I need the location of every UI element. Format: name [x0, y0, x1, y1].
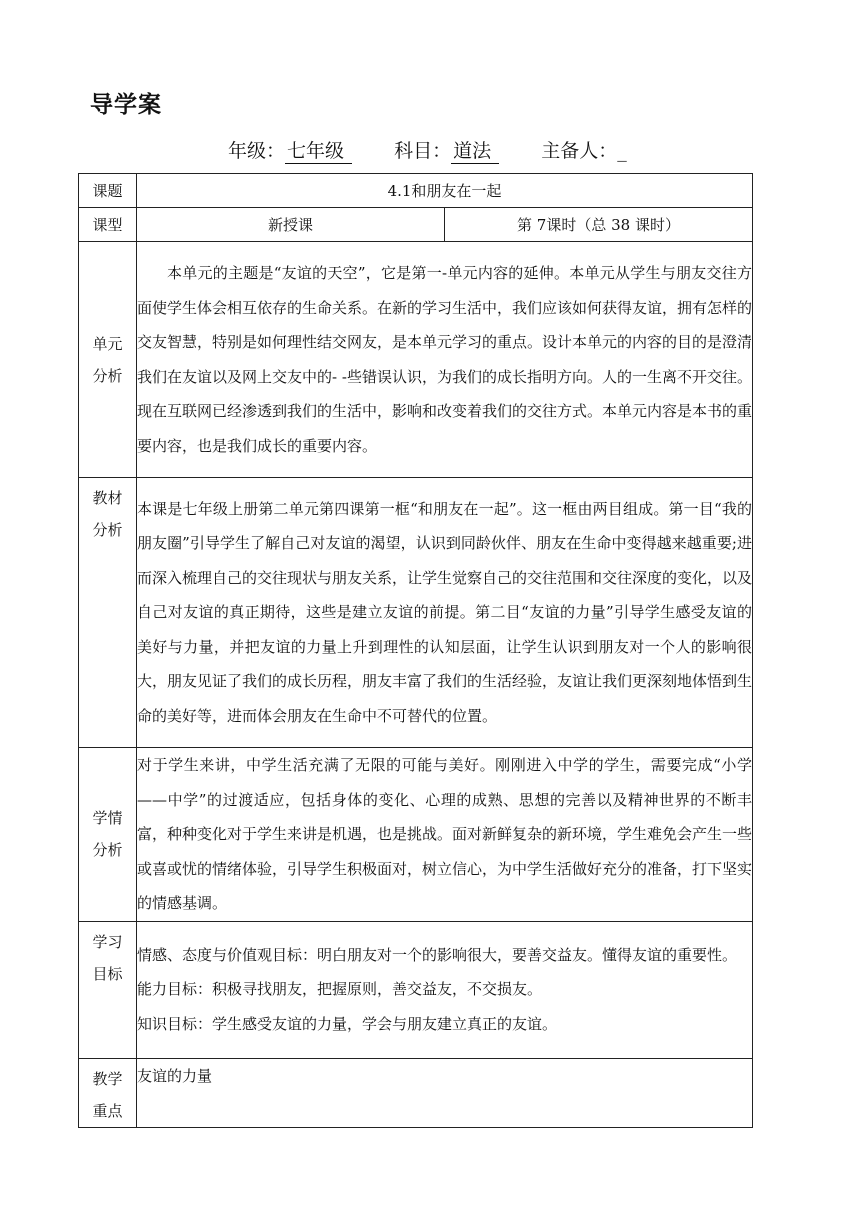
learner-analysis-label-text: 学情分析	[92, 809, 123, 860]
row-objectives	[79, 921, 753, 1058]
topic-value: 4.1和朋友在一起	[137, 174, 753, 208]
material-analysis-paragraph: 本课是七年级上册第二单元第四课第一框“和朋友在一起”。这一框由两目组成。第一目“我的朋友圈”引导学生了解自己对友谊的渴望，认识到同龄伙伴、朋友在生命中变得越来越重要;进而深入梳理自己的交往现状与朋友关系，让学生觉察自己的交往范围和交往深度的变化，以及自己对友谊的真正期待，这些是建立友谊的前提。第二目“友谊的力量”引导学生感受友谊的美好与力量，并把友谊的力量上升到理性的认知层面，让学生认识到朋友对一个人的影响很大，朋友见证了我们的成长历程，朋友丰富了我们的生活经验，友谊让我们更深刻地体悟到生命的美好等，进而体会朋友在生命中不可替代的位置。	[137, 499, 753, 725]
material-analysis-label-text: 教材分析	[92, 489, 123, 539]
row-topic	[79, 174, 753, 208]
objective-item: 能力目标：积极寻找朋友，把握原则，善交益友，不交损友。	[137, 980, 543, 999]
objective-item: 情感、态度与价值观目标：明白朋友对一个的影响很大，要善交益友。懂得友谊的重要性。	[137, 945, 738, 964]
period-value: 第 7课时（总 38 课时）	[445, 208, 753, 242]
type-label: 课型	[79, 208, 137, 242]
objectives-label	[79, 921, 137, 1058]
material-analysis-label	[79, 478, 137, 748]
preparer-value: _	[617, 140, 627, 162]
unit-analysis-label-text: 单元分析	[92, 334, 123, 385]
objective-item: 知识目标：学生感受友谊的力量，学会与朋友建立真正的友谊。	[137, 1014, 558, 1033]
unit-analysis-text	[137, 242, 753, 478]
row-material-analysis	[79, 478, 753, 748]
unit-analysis-paragraph: 本单元的主题是“友谊的天空”，它是第一-单元内容的延伸。本单元从学生与朋友交往方面使学生体会相互依存的生命关系。在新的学习生活中，我们应该如何获得友谊，拥有怎样的交友智慧，特别是如何理性结交网友，是本单元学习的重点。设计本单元的内容的目的是澄清我们在友谊以及网上交友中的- -些错误认识，为我们的成长指明方向。人的一生离不开交往。现在互联网已经渗透到我们的生活中，影响和改变着我们的交往方式。本单元内容是本书的重要内容，也是我们成长的重要内容。	[137, 264, 753, 455]
subject-label: 科目：	[394, 140, 452, 162]
key-points-label	[79, 1058, 137, 1127]
row-learner-analysis	[79, 748, 753, 922]
unit-analysis-label	[79, 242, 137, 478]
topic-label: 课题	[79, 174, 137, 208]
row-unit-analysis	[79, 242, 753, 478]
grade-label: 年级：	[228, 140, 286, 162]
key-points-label-text: 教学重点	[92, 1069, 123, 1120]
header-meta	[228, 136, 627, 164]
grade-value: 七年级	[285, 140, 352, 164]
lesson-plan-table	[78, 173, 753, 1128]
objectives-list	[137, 921, 753, 1058]
type-value: 新授课	[137, 208, 445, 242]
material-analysis-text	[137, 478, 753, 748]
document-title: 导学案	[90, 92, 162, 118]
row-key-points	[79, 1058, 753, 1127]
learner-analysis-paragraph: 对于学生来讲，中学生活充满了无限的可能与美好。刚刚进入中学的学生，需要完成“小学——中学”的过渡适应，包括身体的变化、心理的成熟、思想的完善以及精神世界的不断丰富，种种变化对于学生来讲是机遇，也是挑战。面对新鲜复杂的新环境，学生难免会产生一些或喜或忧的情绪体验，引导学生积极面对，树立信心，为中学生活做好充分的准备，打下坚实的情感基调。	[137, 756, 753, 912]
learner-analysis-label	[79, 748, 137, 922]
subject-value: 道法	[451, 140, 499, 164]
row-type	[79, 208, 753, 242]
key-points-text	[137, 1058, 753, 1127]
objectives-label-text: 学习目标	[92, 932, 123, 983]
key-points-paragraph: 友谊的力量	[137, 1066, 213, 1085]
learner-analysis-text	[137, 748, 753, 922]
preparer-label: 主备人：	[541, 140, 618, 162]
